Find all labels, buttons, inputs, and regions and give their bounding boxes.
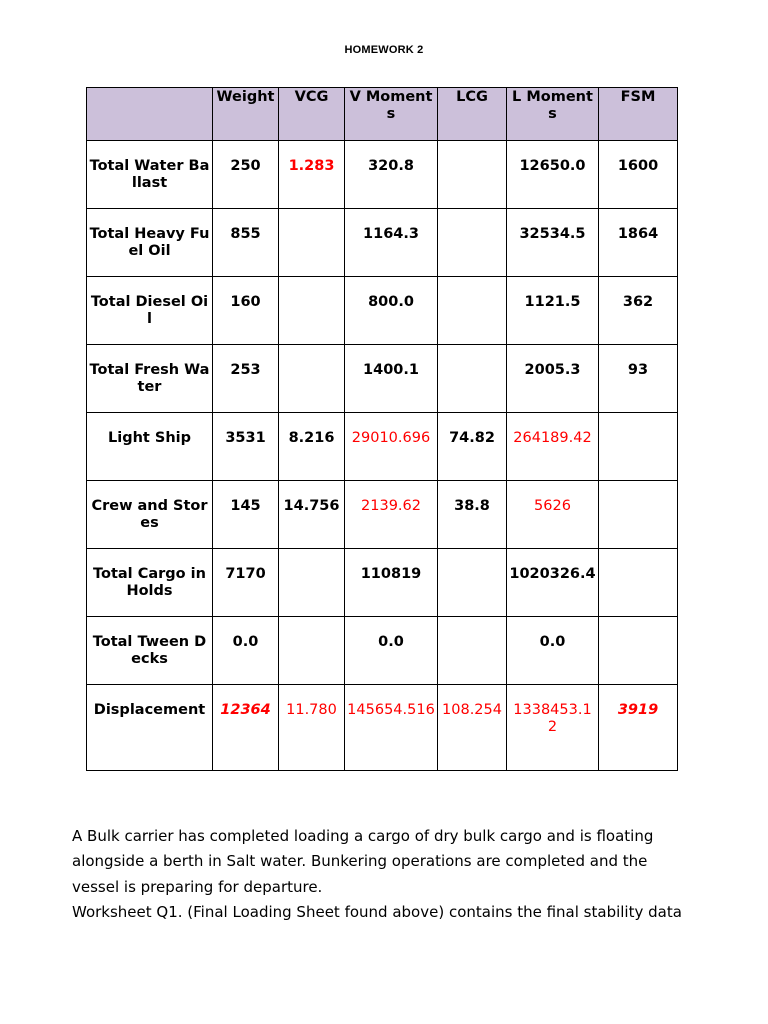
table-row — [87, 345, 678, 413]
lcg-cell: 74.82 — [438, 413, 507, 481]
fsm-cell — [599, 481, 678, 549]
fsm-cell: 93 — [599, 345, 678, 413]
lcg-cell — [438, 141, 507, 209]
table-row — [87, 141, 678, 209]
v-moments-cell: 320.8 — [345, 141, 438, 209]
table-row — [87, 481, 678, 549]
row-label: Total Fresh Water — [87, 345, 213, 413]
document-title: HOMEWORK 2 — [344, 44, 424, 56]
l-moments-cell: 1121.5 — [507, 277, 599, 345]
v-moments-cell: 110819 — [345, 549, 438, 617]
row-label: Total Tween Decks — [87, 617, 213, 685]
v-moments-cell: 0.0 — [345, 617, 438, 685]
row-label: Crew and Stores — [87, 481, 213, 549]
vcg-cell — [279, 617, 345, 685]
header-vcg: VCG — [279, 88, 345, 141]
weight-cell: 0.0 — [213, 617, 279, 685]
header-blank — [87, 88, 213, 141]
l-moments-cell: 1020326.4 — [507, 549, 599, 617]
lcg-cell — [438, 345, 507, 413]
weight-cell: 145 — [213, 481, 279, 549]
vcg-cell — [279, 345, 345, 413]
fsm-cell: 1600 — [599, 141, 678, 209]
problem-statement — [72, 824, 722, 925]
fsm-cell — [599, 413, 678, 481]
fsm-cell: 362 — [599, 277, 678, 345]
paragraph-line: alongside a berth in Salt water. Bunkering operations are completed and the — [72, 852, 648, 871]
vcg-cell: 11.780 — [279, 685, 345, 771]
weight-cell: 253 — [213, 345, 279, 413]
table-header-row — [87, 88, 678, 141]
paragraph-line: Worksheet Q1. (Final Loading Sheet found above) contains the final stability data — [72, 902, 682, 921]
header-lcg: LCG — [438, 88, 507, 141]
fsm-cell — [599, 617, 678, 685]
vcg-cell: 1.283 — [279, 141, 345, 209]
row-label: Total Heavy Fuel Oil — [87, 209, 213, 277]
l-moments-cell: 12650.0 — [507, 141, 599, 209]
lcg-cell: 108.254 — [438, 685, 507, 771]
fsm-cell: 1864 — [599, 209, 678, 277]
weight-cell: 160 — [213, 277, 279, 345]
l-moments-cell: 264189.42 — [507, 413, 599, 481]
table-row-displacement — [87, 685, 678, 771]
v-moments-cell: 800.0 — [345, 277, 438, 345]
vcg-cell — [279, 209, 345, 277]
row-label: Light Ship — [87, 413, 213, 481]
v-moments-cell: 145654.516 — [345, 685, 438, 771]
vcg-cell: 14.756 — [279, 481, 345, 549]
lcg-cell — [438, 209, 507, 277]
header-l-moments: L Moments — [507, 88, 599, 141]
lcg-cell — [438, 617, 507, 685]
table-row — [87, 277, 678, 345]
fsm-cell: 3919 — [599, 685, 678, 771]
weight-cell: 3531 — [213, 413, 279, 481]
vcg-cell — [279, 277, 345, 345]
lcg-cell — [438, 549, 507, 617]
v-moments-cell: 1400.1 — [345, 345, 438, 413]
row-label: Displacement — [87, 685, 213, 771]
lcg-cell — [438, 277, 507, 345]
weight-cell: 250 — [213, 141, 279, 209]
lcg-cell: 38.8 — [438, 481, 507, 549]
table-row — [87, 549, 678, 617]
header-fsm: FSM — [599, 88, 678, 141]
vcg-cell: 8.216 — [279, 413, 345, 481]
row-label: Total Water Ballast — [87, 141, 213, 209]
l-moments-cell: 1338453.12 — [507, 685, 599, 771]
weight-cell: 855 — [213, 209, 279, 277]
v-moments-cell: 1164.3 — [345, 209, 438, 277]
table-row — [87, 209, 678, 277]
v-moments-cell: 29010.696 — [345, 413, 438, 481]
vcg-cell — [279, 549, 345, 617]
weight-cell: 7170 — [213, 549, 279, 617]
l-moments-cell: 2005.3 — [507, 345, 599, 413]
header-weight: Weight — [213, 88, 279, 141]
header-v-moments: V Moments — [345, 88, 438, 141]
l-moments-cell: 0.0 — [507, 617, 599, 685]
table-row — [87, 617, 678, 685]
paragraph-line: vessel is preparing for departure. — [72, 877, 323, 896]
l-moments-cell: 32534.5 — [507, 209, 599, 277]
row-label: Total Cargo in Holds — [87, 549, 213, 617]
fsm-cell — [599, 549, 678, 617]
final-loading-sheet-table — [86, 87, 678, 771]
paragraph-line: A Bulk carrier has completed loading a cargo of dry bulk cargo and is floating — [72, 827, 654, 845]
weight-cell: 12364 — [213, 685, 279, 771]
row-label: Total Diesel Oil — [87, 277, 213, 345]
v-moments-cell: 2139.62 — [345, 481, 438, 549]
l-moments-cell: 5626 — [507, 481, 599, 549]
table-row — [87, 413, 678, 481]
